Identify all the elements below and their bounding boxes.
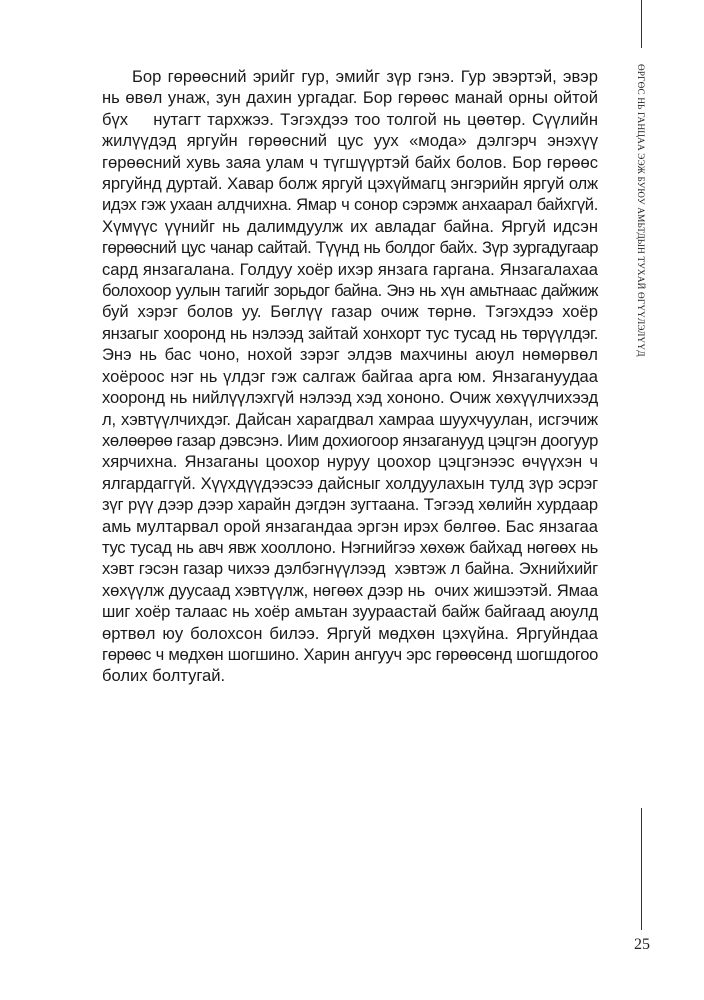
paragraph-line: тус тусад нь авч явж хооллоно. Нэгнийгээ хөхөж байхад нөгөөх нь	[102, 537, 598, 557]
paragraph-line: ялгардаггүй. Хүүхдүүдээсээ дайсныг холдуулахын тулд зүр эсрэг	[102, 473, 598, 493]
paragraph-line: зүг рүү дээр дээр харайн дэгдэн зугтаана. Тэгээд хөлийн хурдаар	[102, 495, 598, 515]
running-head-text: ӨРГӨС НЬ ГАНЦАА ЭЭЖ БУЮУ АМЬТДЫН ТУХАЙ ӨГҮҮЛЭЛҮҮД	[636, 64, 646, 357]
paragraph-line: Энэ нь бас чоно, нохой зэрэг элдэв махчины аюул нөмөрвөл	[102, 345, 598, 365]
paragraph-line: л, хэвтүүлчихдэг. Дайсан харагдвал хамраа шуухчуулан, исгэчиж	[102, 409, 598, 429]
paragraph-line: болохоор уулын тагийг зорьдог байна. Энэ нь хүн амьтнаас дайжиж	[102, 281, 598, 301]
paragraph-line: нь өвөл унаж, зун дахин ургадаг. Бор гөрөөс манай орны ойтой	[102, 88, 598, 108]
margin-rule-top	[641, 0, 642, 48]
paragraph-line: гөрөөс ч мөдхөн шогшино. Харин ангууч эрс гөрөөсөнд шогшдогоо	[102, 644, 598, 664]
paragraph-line: яргуйнд дуртай. Хавар болж яргуй цэхүймагц энгэрийн яргуй олж	[102, 174, 598, 194]
paragraph-line: гөрөөсний хувь заяа улам ч түгшүүртэй байх болов. Бор гөрөөс	[102, 152, 598, 172]
paragraph-line: хэвт гэсэн газар чихээ дэлбэгнүүлээд хэвтэж л байна. Эхнийхийг	[102, 559, 598, 579]
body-paragraph	[102, 66, 598, 687]
paragraph-line: шиг хоёр талаас нь хоёр амьтан зуураастай байж байгаад аюулд	[102, 602, 598, 622]
page-number: 25	[634, 936, 650, 953]
paragraph-line: болих болтугай.	[102, 666, 226, 686]
paragraph-line: хөхүүлж дуусаад хэвтүүлж, нөгөөх дээр нь очих жишээтэй. Ямаа	[102, 580, 598, 600]
paragraph-line: өртвөл юу болохсон билээ. Яргуй мөдхөн цэхүйна. Яргуйндаа	[102, 623, 598, 643]
paragraph-line: хооронд нь нийлүүлэхгүй нэлээд хэд хононо. Очиж хөхүүлчихээд	[102, 388, 598, 408]
paragraph-line: хөлөөрөө газар дэвсэнэ. Иим дохиогоор янзаганууд цэцгэн доогуур	[102, 430, 598, 450]
paragraph-line: идэх гэж ухаан алдчихна. Ямар ч сонор сэрэмж анхаарал байхгүй.	[102, 195, 598, 215]
paragraph-line: буй хэрэг болов уу. Бөглүү газар очиж төрнө. Тэгэхдээ хоёр	[102, 302, 598, 322]
paragraph-line: сард янзагалана. Голдуу хоёр ихэр янзага гаргана. Янзагалахаа	[102, 259, 598, 279]
paragraph-line: хоёроос нэг нь үлдэг гэж салгаж байгаа арга юм. Янзагануудаа	[102, 366, 598, 386]
paragraph-line: Хүмүүс үүнийг нь далимдуулж их авладаг байна. Яргуй идсэн	[102, 216, 598, 236]
paragraph-line: гөрөөсний цус чанар сайтай. Түүнд нь болдог байх. Зүр зургадугаар	[102, 238, 598, 258]
paragraph-line: хярчихна. Янзаганы цоохор нуруу цоохор цэцгэнээс өчүүхэн ч	[102, 452, 598, 472]
paragraph-line: жилүүдэд яргуйн гөрөөсний цус уух «мода» дэлгэрч энэхүү	[102, 131, 598, 151]
paragraph-line: амь мултарвал орой янзагандаа эргэн ирэх бөлгөө. Бас янзагаа	[102, 516, 598, 536]
margin-rule-bottom	[641, 808, 642, 930]
paragraph-line: янзагыг хооронд нь нэлээд зайтай хонхорт тус тусад нь төрүүлдэг.	[102, 323, 598, 343]
paragraph-line: Бор гөрөөсний эрийг гур, эмийг зүр гэнэ. Гур эвэртэй, эвэр	[132, 67, 598, 86]
paragraph-line: бүх нутагт тархжээ. Тэгэхдээ тоо толгой нь цөөтөр. Сүүлийн	[102, 109, 598, 129]
